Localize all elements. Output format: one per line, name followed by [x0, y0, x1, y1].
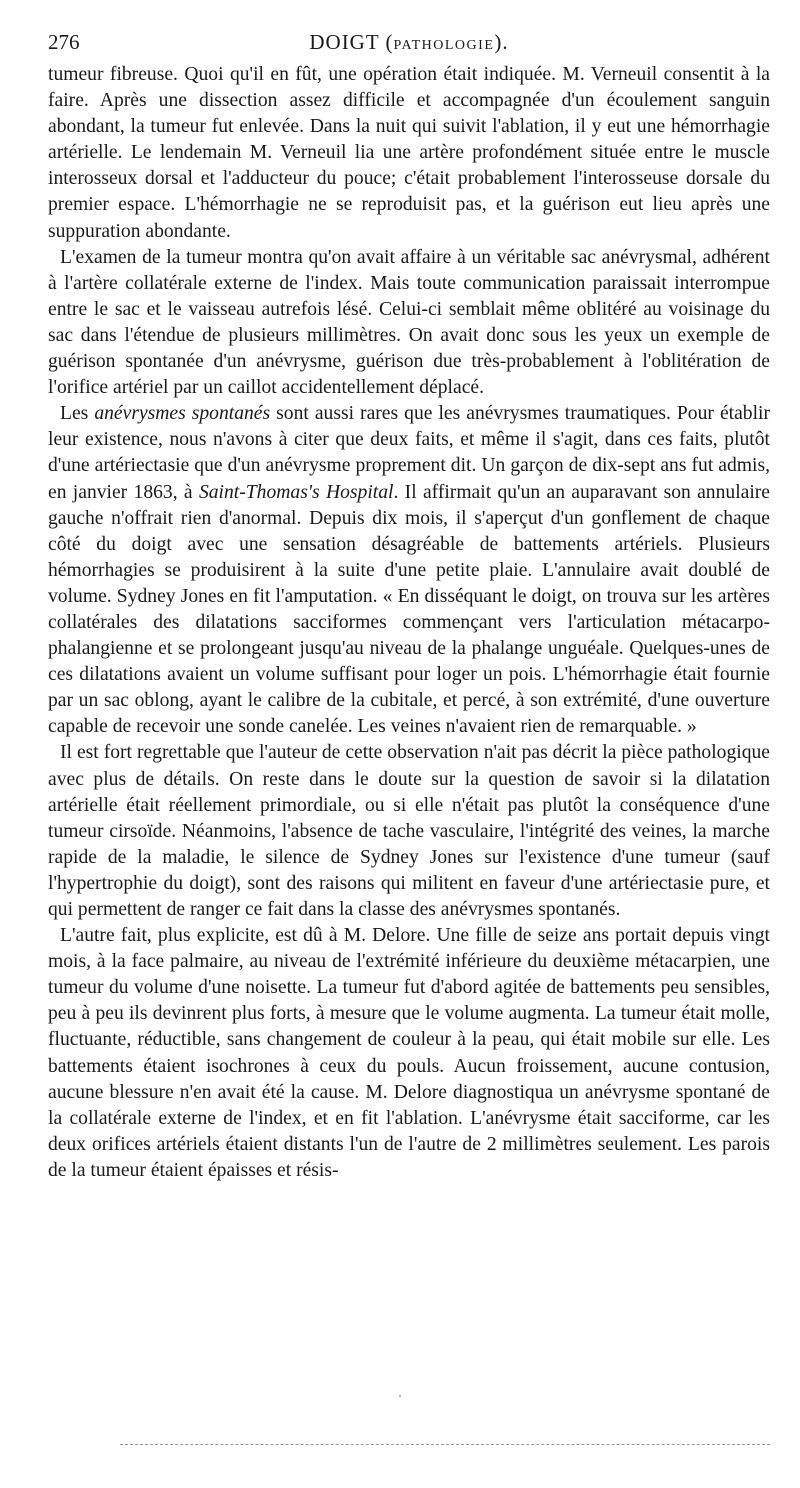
paragraph-2: L'examen de la tumeur montra qu'on avait affaire à un véritable sac anévrysmal, adhérent à l'artère collatérale externe de l'index. Mais toute communication paraissait interrompue entre le sac et le vaisseau autrefois lésé. Celui-ci semblait même oblitéré au voisinage du sac dans l'étendue de plusieurs millimètres. On avait donc sous les yeux un exemple de guérison spontanée d'un anévrysme, guérison due très-probablement à l'oblitération de l'orifice artériel par un caillot accidentellement déplacé. — [48, 246, 770, 399]
body-text — [48, 62, 770, 1184]
paragraph-3-rest: . Il affirmait qu'un an auparavant son annulaire gauche n'offrait rien d'anormal. Depuis dix mois, il s'aperçut d'un gonflement de chaque côté du doigt avec une sensation désagréable de battements artériels. Plusieurs hémorrhagies se produisirent à la suite d'une petite plaie. L'annulaire avait doublé de volume. Sydney Jones en fit l'amputation. « En disséquant le doigt, on trouva sur les artères collatérales des dilatations sacciformes commençant vers l'articulation métacarpo-phalangienne et se prolongeant jusqu'au niveau de la phalange unguéale. Quelques-unes de ces dilatations avaient un volume suffisant pour loger un pois. L'hémorrhagie était fournie par un sac oblong, ayant le calibre de la cubitale, et percé, à son extrémité, d'une ouverture capable de recevoir une sonde canelée. Les veines n'avaient rien de remarquable. » — [48, 481, 770, 738]
book-page — [48, 28, 770, 1184]
running-head-main: DOIGT ( — [309, 30, 394, 54]
paragraph-3-italic: anévrysmes spontanés — [94, 403, 271, 425]
paragraph-3-mid: sont aussi rares que les anévrysmes traumatiques. Pour établir leur existence, nous n'avons à citer que deux faits, et même il s'agit, dans ces faits, plutôt d'une artériectasie que d'un anévrysme proprement dit. Un garçon de dix-sept ans fut admis, en janvier 1863, à — [48, 403, 770, 503]
footer-rule — [120, 1444, 770, 1445]
paragraph-5: L'autre fait, plus explicite, est dû à M. Delore. Une fille de seize ans portait depuis vingt mois, à la face palmaire, au niveau de l'extrémité inférieure du deuxième métacarpien, une tumeur du volume d'une noisette. La tumeur fut d'abord agitée de battements peu sensibles, peu à peu ils devinrent plus forts, à mesure que le volume augmenta. La tumeur était molle, fluctuante, réductible, sans changement de couleur à la peau, qui était mobile sur elle. Les battements étaient isochrones à ceux du pouls. Aucun froissement, aucune contusion, aucune blessure n'en avait été la cause. M. Delore diagnostiqua un anévrysme spontané de la collatérale externe de l'index, et en fit l'ablation. L'anévrysme était sacciforme, car les deux orifices artériels étaient distants l'un de l'autre de 2 millimètres seulement. Les parois de la tumeur étaient épaisses et résis- — [48, 925, 770, 1181]
running-head-end: ). — [494, 30, 509, 54]
footer-mark: ' — [399, 1394, 401, 1405]
page-header — [48, 28, 770, 58]
paragraph-3 — [48, 401, 770, 740]
running-head — [48, 30, 770, 55]
paragraph-4: Il est fort regrettable que l'auteur de cette observation n'ait pas décrit la pièce pathologique avec plus de détails. On reste dans le doute sur la question de savoir si la dilatation artérielle était réellement primordiale, ou si elle n'était pas plutôt la conséquence d'une tumeur cirsoïde. Néanmoins, l'absence de tache vasculaire, l'intégrité des veines, la marche rapide de la maladie, le silence de Sydney Jones sur l'existence d'une tumeur (sauf l'hypertrophie du doigt), sont des raisons qui militent en faveur d'une artériectasie pure, et qui permettent de ranger ce fait dans la classe des anévrysmes spontanés. — [48, 742, 770, 920]
paragraph-1: tumeur fibreuse. Quoi qu'il en fût, une opération était indiquée. M. Verneuil consentit à la faire. Après une dissection assez difficile et accompagnée d'un écoulement sanguin abondant, la tumeur fut enlevée. Dans la nuit qui suivit l'ablation, il y eut une hémorrhagie artérielle. Le lendemain M. Verneuil lia une artère profondément située entre le muscle interosseux dorsal et l'adducteur du pouce; c'était probablement l'interosseuse dorsale du premier espace. L'hémorrhagie ne se reproduisit pas, et la guérison eut lieu après une suppuration abondante. — [48, 64, 770, 242]
paragraph-3-lead: Les — [60, 403, 95, 425]
paragraph-3-italic-hospital: Saint-Thomas's Hospital — [198, 481, 394, 503]
running-head-sub: PATHOLOGIE — [393, 38, 495, 53]
page-number: 276 — [48, 30, 80, 54]
